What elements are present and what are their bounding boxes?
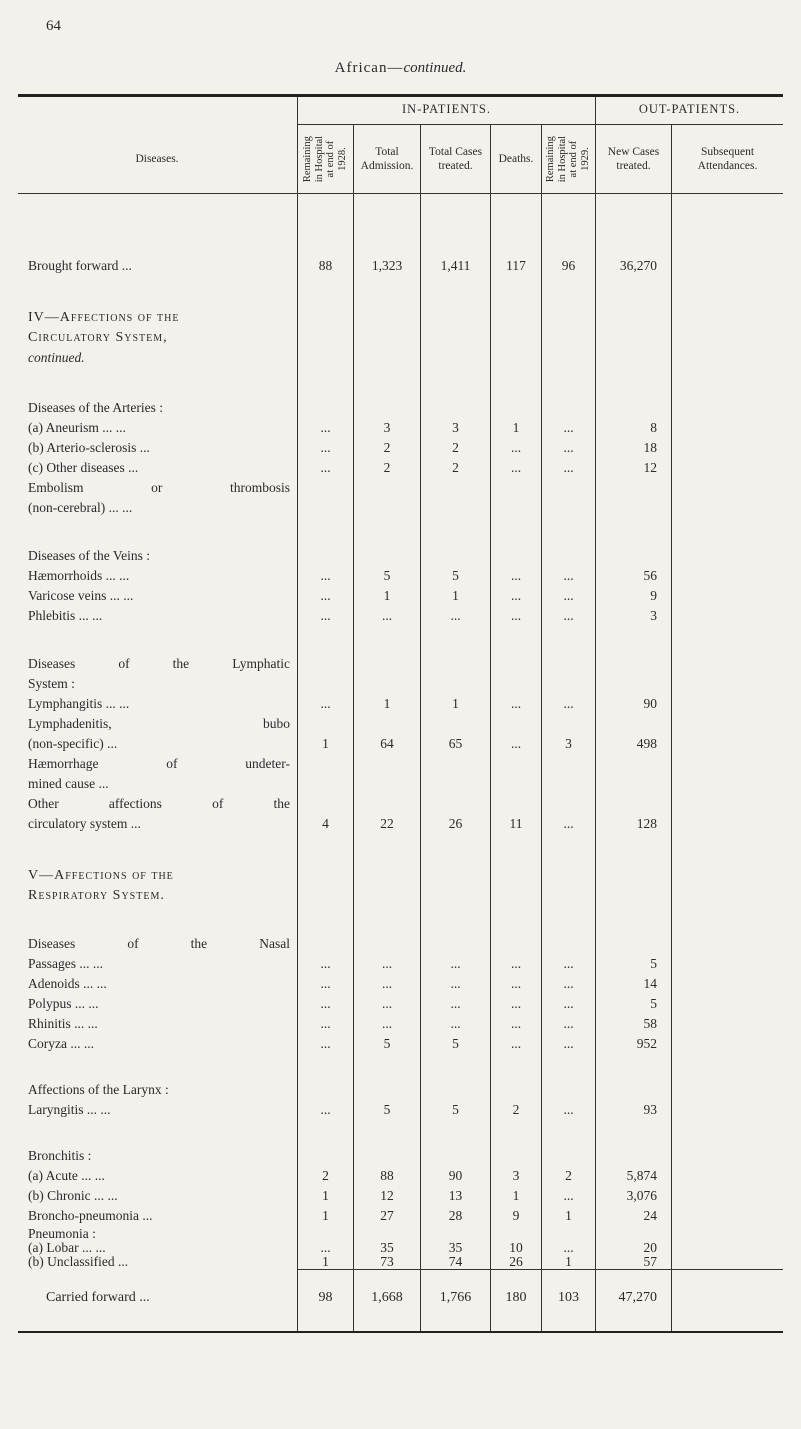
row-label: Diseases of the Veins : xyxy=(28,548,150,563)
table-row xyxy=(0,776,801,794)
row-cell: ... xyxy=(320,696,331,711)
row-label: Hæmorrhoids ... ... xyxy=(28,568,130,583)
row-cell: 14 xyxy=(643,976,657,991)
row-label: (a) Lobar ... ... xyxy=(28,1240,106,1255)
table-row xyxy=(0,656,801,674)
row-cell: ... xyxy=(510,608,522,623)
deaths-header: Deaths. xyxy=(498,152,534,165)
row-cell: 5 xyxy=(383,1102,391,1117)
row-cell: 180 xyxy=(505,1290,527,1305)
row-label: Circulatory System, xyxy=(28,330,168,345)
row-cell: 1 xyxy=(565,1254,572,1269)
row-cell: ... xyxy=(381,956,393,971)
table-row xyxy=(0,400,801,418)
row-label: Coryza ... ... xyxy=(28,1036,94,1051)
row-cell: ... xyxy=(381,608,393,623)
row-label: Brought forward ... xyxy=(28,258,132,273)
row-cell: 9 xyxy=(650,588,657,603)
row-cell: 73 xyxy=(380,1254,394,1269)
row-cell: 3 xyxy=(565,736,572,751)
row-label: Laryngitis ... ... xyxy=(28,1102,111,1117)
row-label: Respiratory System. xyxy=(28,888,165,903)
row-cell: ... xyxy=(510,956,522,971)
table-row xyxy=(0,816,801,834)
row-cell: 11 xyxy=(509,816,523,831)
row-cell: ... xyxy=(563,568,574,583)
row-cell: ... xyxy=(320,588,331,603)
table-row xyxy=(0,1016,801,1034)
row-cell: 27 xyxy=(380,1208,394,1223)
row-cell: 1 xyxy=(512,420,520,435)
row-cell: 1,668 xyxy=(371,1290,403,1305)
row-cell: 47,270 xyxy=(618,1290,657,1305)
row-label: continued. xyxy=(28,350,85,365)
row-cell: 96 xyxy=(561,258,576,273)
table-row xyxy=(0,796,801,814)
row-cell: 5 xyxy=(452,1102,459,1117)
row-cell: ... xyxy=(510,460,522,475)
row-cell: 1,411 xyxy=(440,258,471,273)
row-label: IV—Affections of the xyxy=(28,310,180,325)
row-cell: 1,766 xyxy=(439,1290,472,1305)
row-cell: 1 xyxy=(322,1188,329,1203)
row-cell: 1 xyxy=(565,1208,572,1223)
row-cell: 2 xyxy=(452,460,459,475)
row-cell: ... xyxy=(510,440,522,455)
row-cell: 4 xyxy=(322,816,329,831)
table-row xyxy=(0,676,801,694)
row-cell: ... xyxy=(450,608,461,623)
row-cell: ... xyxy=(510,976,522,991)
row-cell: 20 xyxy=(643,1240,657,1255)
row-cell: 8 xyxy=(650,420,657,435)
remaining-1929-header: Remaining in Hospital at end of 1929. xyxy=(545,135,592,183)
row-label: circulatory system ... xyxy=(28,816,141,831)
row-label: (c) Other diseases ... xyxy=(28,460,139,475)
table-row xyxy=(0,1290,801,1308)
row-cell: 498 xyxy=(636,736,657,751)
row-cell: ... xyxy=(381,976,393,991)
row-label: Hæmorrhage of undeter- xyxy=(28,756,290,771)
table-row xyxy=(0,420,801,438)
page-number: 64 xyxy=(46,18,61,34)
row-cell: ... xyxy=(510,736,522,751)
row-cell: 1 xyxy=(452,696,459,711)
row-label: Lymphadenitis, bubo xyxy=(28,716,290,731)
row-cell: ... xyxy=(320,1240,331,1255)
row-label: Phlebitis ... ... xyxy=(28,608,103,623)
table-row xyxy=(0,868,801,886)
table-row xyxy=(0,996,801,1014)
row-cell: ... xyxy=(563,816,574,831)
row-label: (a) Acute ... ... xyxy=(28,1168,105,1183)
row-label: Carried forward ... xyxy=(46,1290,150,1305)
row-cell: 26 xyxy=(448,816,463,831)
row-cell: 2 xyxy=(383,460,391,475)
row-cell: 5 xyxy=(383,1036,391,1051)
row-cell: ... xyxy=(381,996,393,1011)
row-cell: 1 xyxy=(322,1208,329,1223)
row-cell: 3 xyxy=(383,420,391,435)
row-cell: ... xyxy=(450,1016,461,1031)
row-cell: 22 xyxy=(380,816,394,831)
row-cell: 98 xyxy=(318,1290,333,1305)
table-row xyxy=(0,756,801,774)
table-row xyxy=(0,696,801,714)
row-cell: ... xyxy=(320,460,331,475)
row-cell: 3,076 xyxy=(626,1188,657,1203)
row-cell: ... xyxy=(510,588,522,603)
row-cell: ... xyxy=(320,568,331,583)
row-cell: 1,323 xyxy=(371,258,403,273)
table-row xyxy=(0,350,801,368)
table-row xyxy=(0,310,801,328)
row-label: mined cause ... xyxy=(28,776,109,791)
row-cell: ... xyxy=(510,996,522,1011)
table-row xyxy=(0,716,801,734)
row-cell: 5 xyxy=(383,568,391,583)
row-cell: ... xyxy=(510,1036,522,1051)
row-cell: ... xyxy=(320,1102,331,1117)
table-row xyxy=(0,1168,801,1186)
table-row xyxy=(0,1254,801,1272)
row-cell: 10 xyxy=(509,1240,523,1255)
row-cell: ... xyxy=(320,956,331,971)
row-label: Varicose veins ... ... xyxy=(28,588,134,603)
row-cell: 1 xyxy=(322,736,329,751)
table-row xyxy=(0,258,801,276)
row-cell: ... xyxy=(563,420,574,435)
row-cell: 1 xyxy=(383,588,391,603)
table-row xyxy=(0,1208,801,1226)
total-admission-header: Total Admission. xyxy=(360,145,414,172)
row-cell: 5 xyxy=(452,568,459,583)
row-cell: 65 xyxy=(448,736,463,751)
row-label: Adenoids ... ... xyxy=(28,976,107,991)
row-label: Lymphangitis ... ... xyxy=(28,696,130,711)
row-cell: 12 xyxy=(643,460,657,475)
row-cell: ... xyxy=(563,1240,574,1255)
table-row xyxy=(0,568,801,586)
bottom-rule xyxy=(18,1331,783,1333)
row-cell: 90 xyxy=(448,1168,463,1183)
row-cell: 18 xyxy=(643,440,657,455)
row-cell: ... xyxy=(563,608,574,623)
table-row xyxy=(0,548,801,566)
table-row xyxy=(0,888,801,906)
row-label: Bronchitis : xyxy=(28,1148,92,1163)
row-cell: 58 xyxy=(643,1016,657,1031)
row-cell: ... xyxy=(320,608,331,623)
table-row xyxy=(0,480,801,498)
row-cell: 2 xyxy=(512,1102,520,1117)
table-row xyxy=(0,736,801,754)
table-row xyxy=(0,608,801,626)
row-cell: 35 xyxy=(380,1240,394,1255)
row-cell: ... xyxy=(510,1016,522,1031)
row-cell: ... xyxy=(320,440,331,455)
row-label: Other affections of the xyxy=(28,796,290,811)
row-cell: ... xyxy=(563,1102,574,1117)
running-title-main: African xyxy=(334,60,388,76)
row-cell: 952 xyxy=(636,1036,657,1051)
row-cell: 90 xyxy=(643,696,657,711)
row-label: Embolism or thrombosis xyxy=(28,480,290,495)
table-row xyxy=(0,976,801,994)
row-cell: 2 xyxy=(383,440,391,455)
col-divider xyxy=(297,97,298,1331)
new-cases-header: New Cases treated. xyxy=(607,145,660,172)
table-row xyxy=(0,330,801,348)
table-row xyxy=(0,1188,801,1206)
row-cell: 24 xyxy=(643,1208,657,1223)
row-label: V—Affections of the xyxy=(28,868,174,883)
table-row xyxy=(0,440,801,458)
row-label: (b) Unclassified ... xyxy=(28,1254,129,1269)
row-cell: ... xyxy=(563,996,574,1011)
table-row xyxy=(0,1082,801,1100)
row-cell: 5 xyxy=(452,1036,459,1051)
row-label: Broncho-pneumonia ... xyxy=(28,1208,153,1223)
row-cell: 13 xyxy=(448,1188,463,1203)
row-label: Affections of the Larynx : xyxy=(28,1082,169,1097)
header-underline xyxy=(18,193,783,194)
row-cell: 1 xyxy=(322,1254,329,1269)
running-title-continued: continued. xyxy=(403,60,467,76)
row-cell: 5,874 xyxy=(626,1168,657,1183)
row-label: Diseases of the Arteries : xyxy=(28,400,163,415)
row-label: (non-specific) ... xyxy=(28,736,118,751)
row-cell: ... xyxy=(320,976,331,991)
row-cell: ... xyxy=(563,588,574,603)
row-cell: ... xyxy=(563,696,574,711)
total-cases-header: Total Cases treated. xyxy=(428,145,483,172)
row-cell: ... xyxy=(563,460,574,475)
running-title xyxy=(0,60,801,77)
table-row xyxy=(0,1036,801,1054)
row-cell: ... xyxy=(450,976,461,991)
table-row xyxy=(0,936,801,954)
row-cell: 88 xyxy=(318,258,333,273)
row-cell: 3 xyxy=(512,1168,520,1183)
row-cell: ... xyxy=(320,996,331,1011)
row-label: (a) Aneurism ... ... xyxy=(28,420,126,435)
out-patients-header: OUT-PATIENTS. xyxy=(638,102,741,116)
row-cell: 103 xyxy=(558,1290,579,1305)
row-cell: ... xyxy=(381,1016,393,1031)
row-cell: 56 xyxy=(643,568,657,583)
row-cell: ... xyxy=(563,1188,574,1203)
row-cell: ... xyxy=(320,420,331,435)
row-label: Diseases of the Nasal xyxy=(28,936,290,951)
row-cell: 74 xyxy=(448,1254,463,1269)
row-cell: ... xyxy=(320,1016,331,1031)
top-rule xyxy=(18,94,783,97)
row-label: Polypus ... ... xyxy=(28,996,99,1011)
row-cell: 64 xyxy=(380,736,394,751)
row-cell: 5 xyxy=(650,956,657,971)
row-label: Pneumonia : xyxy=(28,1226,96,1241)
row-cell: 26 xyxy=(509,1254,523,1269)
row-cell: ... xyxy=(563,1016,574,1031)
diseases-header: Diseases. xyxy=(135,152,179,165)
row-cell: ... xyxy=(450,996,461,1011)
remaining-1928-header: Remaining in Hospital at end of 1928. xyxy=(302,135,349,183)
row-label: Passages ... ... xyxy=(28,956,103,971)
table-row xyxy=(0,500,801,518)
row-cell: ... xyxy=(320,1036,331,1051)
row-cell: ... xyxy=(563,1036,574,1051)
row-cell: 2 xyxy=(565,1168,572,1183)
row-cell: 12 xyxy=(380,1188,394,1203)
row-cell: ... xyxy=(510,568,522,583)
row-cell: 35 xyxy=(448,1240,463,1255)
row-cell: 28 xyxy=(448,1208,463,1223)
row-cell: 1 xyxy=(452,588,459,603)
running-title-dash: — xyxy=(387,60,404,76)
row-cell: 1 xyxy=(383,696,391,711)
row-cell: ... xyxy=(510,696,522,711)
row-cell: 2 xyxy=(452,440,459,455)
row-cell: 36,270 xyxy=(619,258,657,273)
table-row xyxy=(0,588,801,606)
row-cell: 57 xyxy=(643,1254,657,1269)
row-label: (b) Chronic ... ... xyxy=(28,1188,118,1203)
row-cell: 93 xyxy=(643,1102,657,1117)
col-divider xyxy=(595,97,596,1331)
row-cell: 3 xyxy=(650,608,657,623)
row-label: (non-cerebral) ... ... xyxy=(28,500,133,515)
row-cell: 9 xyxy=(512,1208,520,1223)
row-cell: 117 xyxy=(506,258,526,273)
row-cell: 88 xyxy=(380,1168,394,1183)
in-patients-header: IN-PATIENTS. xyxy=(402,102,491,116)
row-cell: 1 xyxy=(512,1188,520,1203)
row-cell: 5 xyxy=(650,996,657,1011)
row-cell: ... xyxy=(563,976,574,991)
row-label: Diseases of the Lymphatic xyxy=(28,656,290,671)
row-cell: ... xyxy=(450,956,461,971)
row-cell: ... xyxy=(563,440,574,455)
row-cell: 3 xyxy=(452,420,459,435)
subsequent-attendances-header: Subsequent Attendances. xyxy=(697,145,758,172)
row-cell: ... xyxy=(563,956,574,971)
row-cell: 2 xyxy=(322,1168,329,1183)
table-row xyxy=(0,956,801,974)
row-label: Rhinitis ... ... xyxy=(28,1016,98,1031)
table-row xyxy=(0,1102,801,1120)
table-row xyxy=(0,1148,801,1166)
row-cell: 128 xyxy=(636,816,657,831)
row-label: (b) Arterio-sclerosis ... xyxy=(28,440,150,455)
table-row xyxy=(0,460,801,478)
row-label: System : xyxy=(28,676,75,691)
